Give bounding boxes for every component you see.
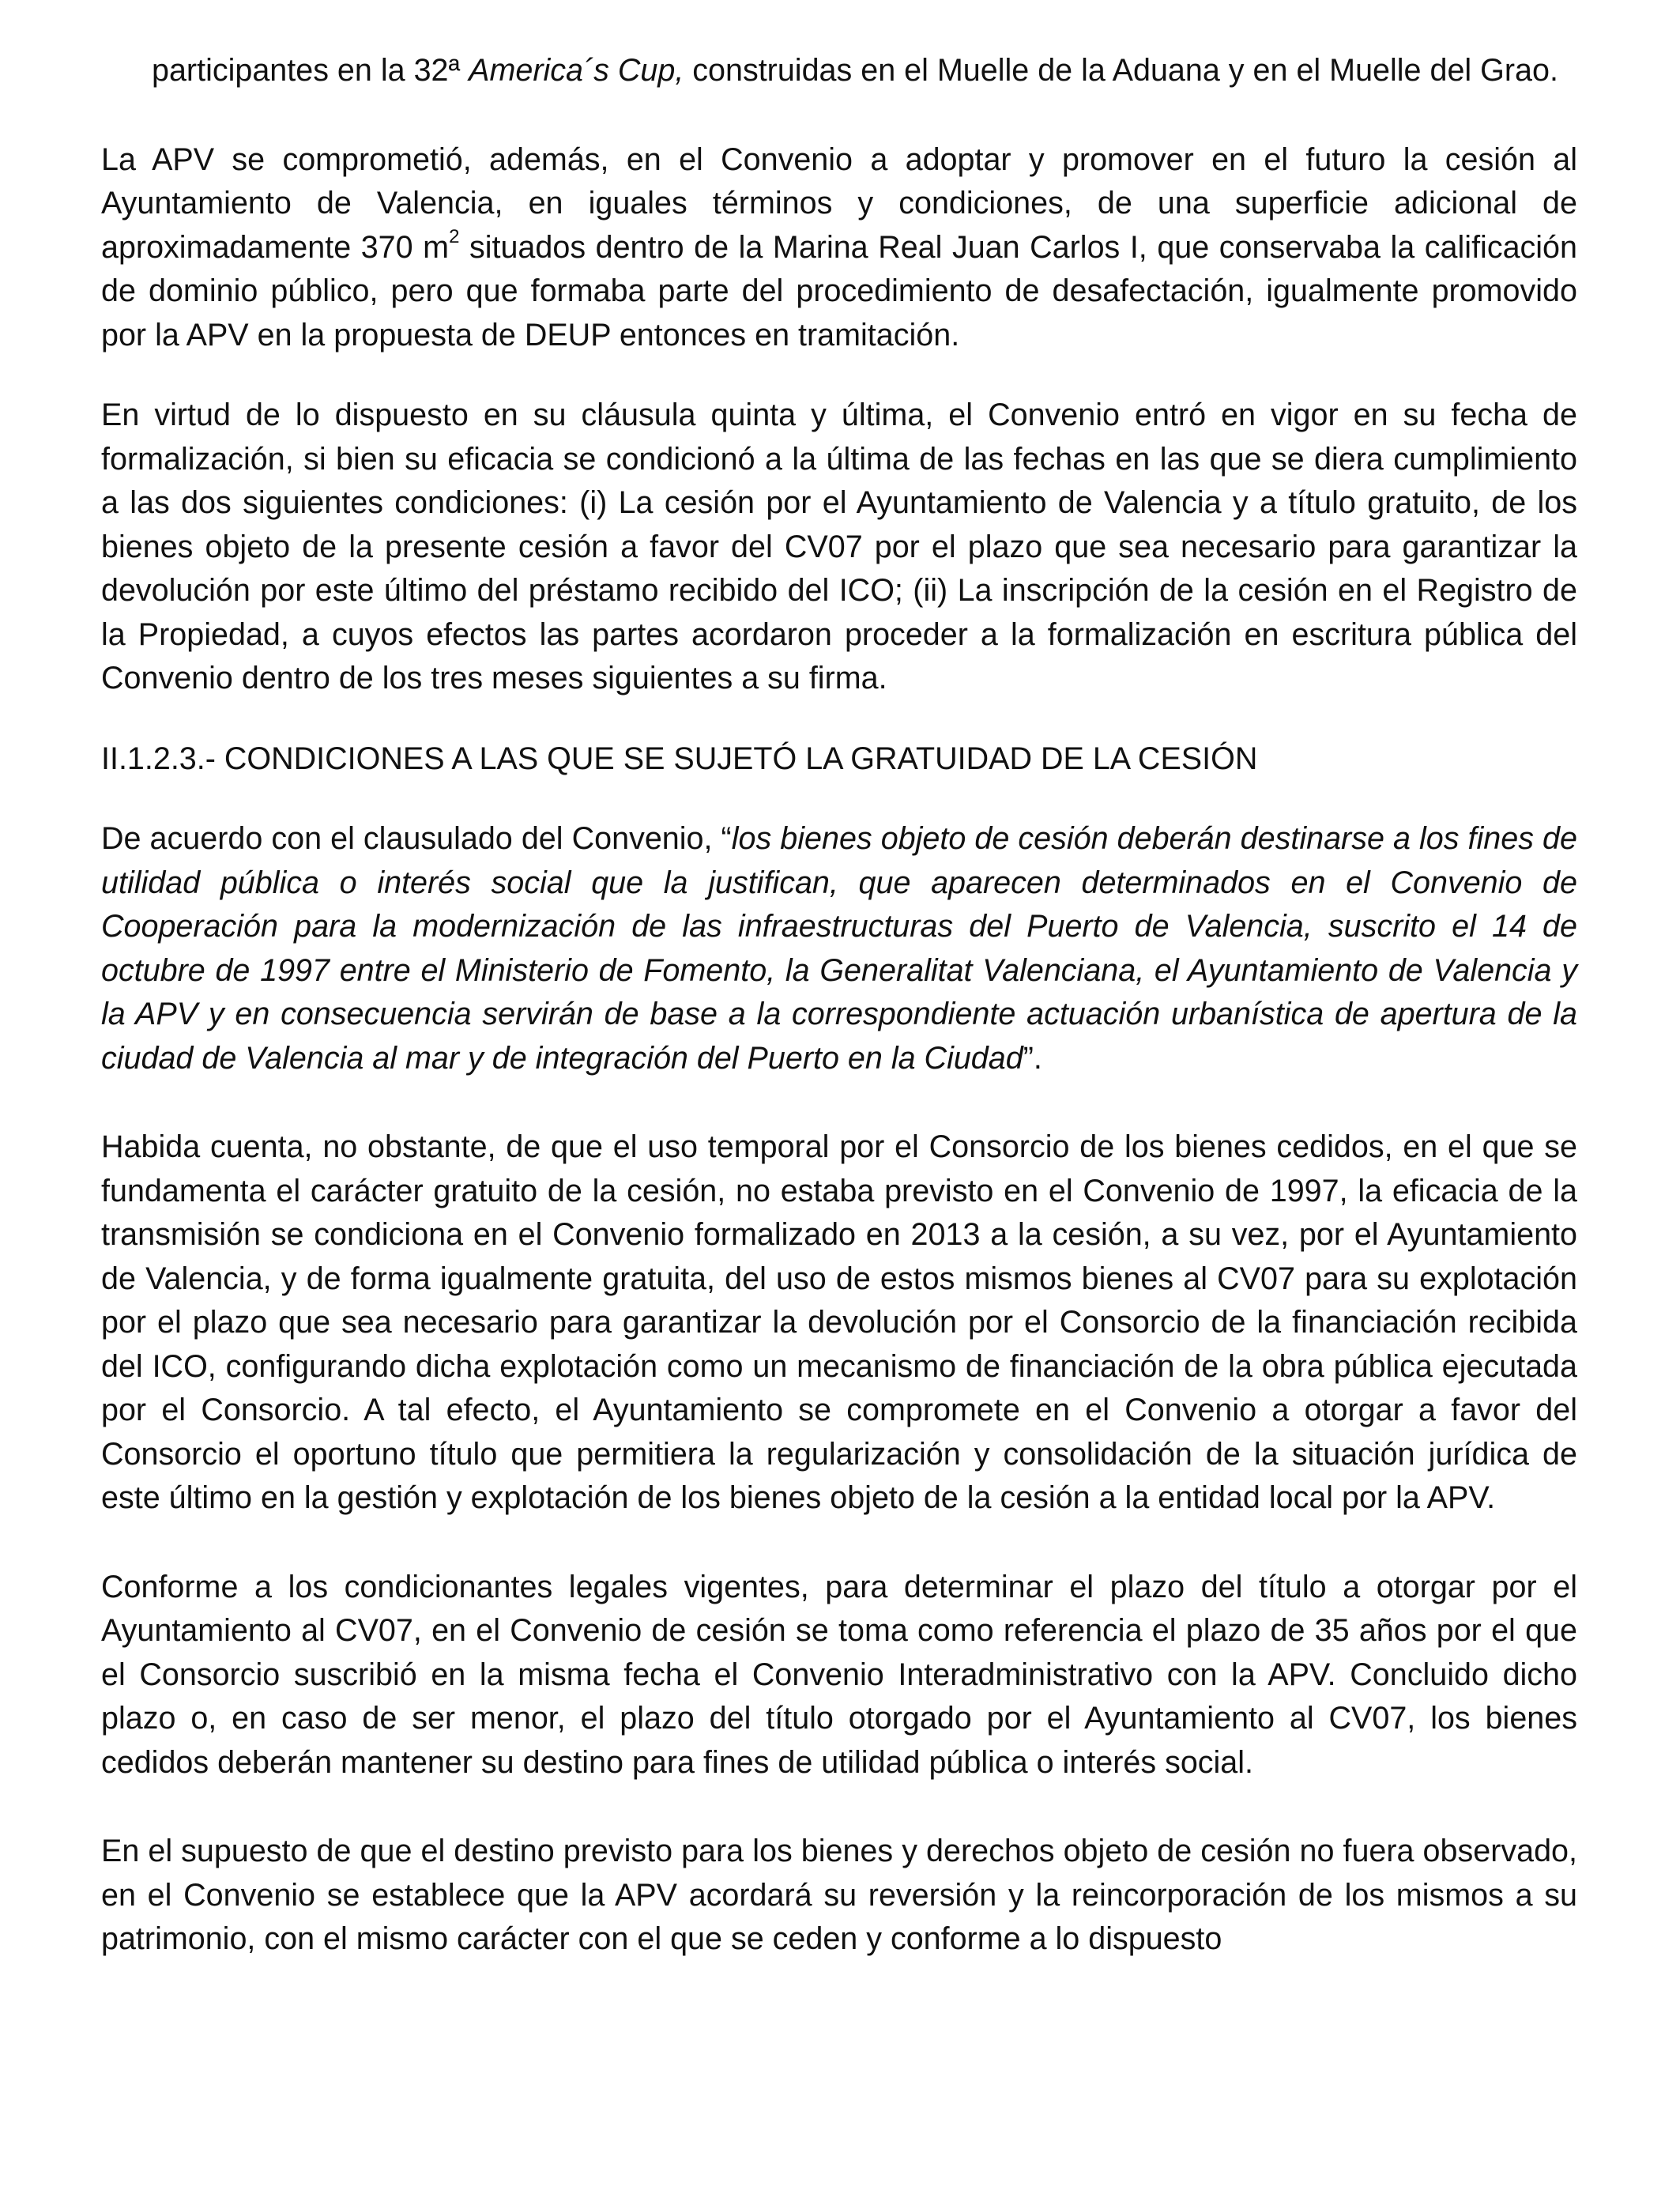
text-run: ”. <box>1023 1040 1042 1076</box>
superscript: 2 <box>449 226 460 248</box>
section-heading: II.1.2.3.- CONDICIONES A LAS QUE SE SUJETÓ LA GRATUIDAD DE LA CESIÓN <box>101 741 1258 776</box>
text-run: situados dentro de la Marina Real Juan Carlos I, que conservaba la calificación de dominio público, pero que formaba parte del procedimiento de desafectación, igualmente promovido por la APV en la propuesta de DEUP entonces en tramitación. <box>101 229 1577 352</box>
italic-quote: los bienes objeto de cesión deberán destinarse a los fines de utilidad pública o interés social que la justifican, que aparecen determinados en el Convenio de Cooperación para la modernización de las infraestructuras del Puerto de Valencia, suscrito el 14 de octubre de 1997 entre el Ministerio de Fomento, la Generalitat Valenciana, el Ayuntamiento de Valencia y la APV y en consecuencia servirán de base a la correspondiente actuación urbanística de apertura de la ciudad de Valencia al mar y de integración del Puerto en la Ciudad <box>101 821 1577 1076</box>
document-page <box>101 49 1577 1962</box>
text-run: La APV se comprometió, además, en el Convenio a adoptar y promover en el futuro la cesión al Ayuntamiento de Valencia, en iguales términos y condiciones, de una superficie adicional de aproximadamente 370 m <box>101 141 1577 265</box>
paragraph-reversion: En el supuesto de que el destino previsto para los bienes y derechos objeto de cesión no fuera observado, en el Convenio se establece que la APV acordará su reversión y la reincorporación de los mismos a su patrimonio, con el mismo carácter con el que se ceden y conforme a lo dispuesto <box>101 1834 1577 1956</box>
paragraph-legal-conditions: Conforme a los condicionantes legales vigentes, para determinar el plazo del título a otorgar por el Ayuntamiento al CV07, en el Convenio de cesión se toma como referencia el plazo de 35 años por el que el Consorcio suscribió en la misma fecha el Convenio Interadministrativo con la APV. Concluido dicho plazo o, en caso de ser menor, el plazo del título otorgado por el Ayuntamiento al CV07, los bienes cedidos deberán mantener su destino para fines de utilidad pública o interés social. <box>101 1569 1577 1780</box>
paragraph-temporary-use: Habida cuenta, no obstante, de que el uso temporal por el Consorcio de los bienes cedidos, en el que se fundamenta el carácter gratuito de la cesión, no estaba previsto en el Convenio de 1997, la eficacia de la transmisión se condiciona en el Convenio formalizado en 2013 a la cesión, a su vez, por el Ayuntamiento de Valencia, y de forma igualmente gratuita, del uso de estos mismos bienes al CV07 para su explotación por el plazo que sea necesario para garantizar la devolución por el Consorcio de la financiación recibida del ICO, configurando dicha explotación como un mecanismo de financiación de la obra pública ejecutada por el Consorcio. A tal efecto, el Ayuntamiento se compromete en el Convenio a otorgar a favor del Consorcio el oportuno título que permitiera la regularización y consolidación de la situación jurídica de este último en la gestión y explotación de los bienes objeto de la cesión a la entidad local por la APV. <box>101 1129 1577 1515</box>
paragraph-apv-commitment <box>101 138 1577 358</box>
paragraph-convenio-clauses <box>101 817 1577 1080</box>
text-run: construidas en el Muelle de la Aduana y en el Muelle del Grao. <box>684 53 1558 88</box>
paragraph-entry-into-force: En virtud de lo dispuesto en su cláusula quinta y última, el Convenio entró en vigor en su fecha de formalización, si bien su eficacia se condicionó a la última de las fechas en las que se diera cumplimiento a las dos siguientes condiciones: (i) La cesión por el Ayuntamiento de Valencia y a título gratuito, de los bienes objeto de la presente cesión a favor del CV07 por el plazo que sea necesario para garantizar la devolución por este último del préstamo recibido del ICO; (ii) La inscripción de la cesión en el Registro de la Propiedad, a cuyos efectos las partes acordaron proceder a la formalización en escritura pública del Convenio dentro de los tres meses siguientes a su firma. <box>101 398 1577 696</box>
text-run: participantes en la 32ª <box>152 53 469 88</box>
paragraph-continuation <box>152 49 1577 93</box>
italic-text-run: America´s Cup, <box>469 53 684 88</box>
text-run: De acuerdo con el clausulado del Convenio, “ <box>101 821 732 856</box>
